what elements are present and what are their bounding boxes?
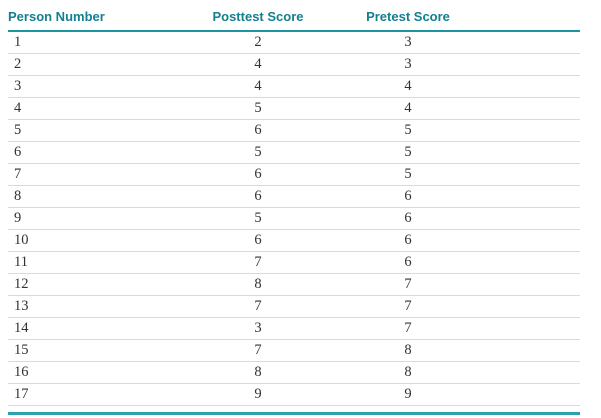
table-row: [8, 186, 580, 208]
person-number-cell: 17: [8, 384, 158, 406]
table-row: [8, 120, 580, 142]
posttest-score-cell: 8: [158, 274, 358, 296]
person-number-cell: 15: [8, 340, 158, 362]
posttest-score-cell: 5: [158, 208, 358, 230]
pretest-score-cell: 6: [358, 208, 458, 230]
filler-cell: [458, 142, 580, 164]
pretest-score-cell: 4: [358, 98, 458, 120]
filler-cell: [458, 76, 580, 98]
posttest-score-cell: 4: [158, 54, 358, 76]
person-number-cell: 6: [8, 142, 158, 164]
table-row: [8, 230, 580, 252]
posttest-score-cell: 8: [158, 362, 358, 384]
posttest-score-cell: 7: [158, 252, 358, 274]
posttest-score-cell: 4: [158, 76, 358, 98]
filler-cell: [458, 208, 580, 230]
table-bottom-rule: [8, 412, 580, 415]
column-header-posttest-score: Posttest Score: [158, 6, 358, 31]
table-row: [8, 362, 580, 384]
filler-cell: [458, 164, 580, 186]
table-row: [8, 274, 580, 296]
pretest-score-cell: 6: [358, 252, 458, 274]
table-body: [8, 31, 580, 406]
posttest-score-cell: 5: [158, 142, 358, 164]
filler-cell: [458, 120, 580, 142]
table-row: [8, 318, 580, 340]
person-number-cell: 4: [8, 98, 158, 120]
pretest-score-cell: 4: [358, 76, 458, 98]
header-row: [8, 6, 580, 31]
table-row: [8, 31, 580, 54]
posttest-score-cell: 6: [158, 230, 358, 252]
filler-cell: [458, 340, 580, 362]
pretest-score-cell: 7: [358, 296, 458, 318]
table-row: [8, 142, 580, 164]
pretest-posttest-table: [8, 6, 580, 406]
filler-cell: [458, 296, 580, 318]
table-header: [8, 6, 580, 31]
pretest-score-cell: 5: [358, 142, 458, 164]
pretest-score-cell: 7: [358, 274, 458, 296]
filler-cell: [458, 31, 580, 54]
filler-cell: [458, 54, 580, 76]
posttest-score-cell: 6: [158, 164, 358, 186]
pretest-score-cell: 6: [358, 230, 458, 252]
filler-cell: [458, 362, 580, 384]
column-header-pretest-score: Pretest Score: [358, 6, 458, 31]
posttest-score-cell: 6: [158, 186, 358, 208]
person-number-cell: 11: [8, 252, 158, 274]
posttest-score-cell: 5: [158, 98, 358, 120]
posttest-score-cell: 2: [158, 31, 358, 54]
pretest-score-cell: 6: [358, 186, 458, 208]
person-number-cell: 9: [8, 208, 158, 230]
posttest-score-cell: 7: [158, 340, 358, 362]
posttest-score-cell: 9: [158, 384, 358, 406]
pretest-score-cell: 9: [358, 384, 458, 406]
pretest-score-cell: 3: [358, 31, 458, 54]
person-number-cell: 14: [8, 318, 158, 340]
table-row: [8, 296, 580, 318]
filler-cell: [458, 274, 580, 296]
pretest-score-cell: 8: [358, 362, 458, 384]
header-filler-cell: [458, 6, 580, 31]
person-number-cell: 3: [8, 76, 158, 98]
table-row: [8, 384, 580, 406]
filler-cell: [458, 186, 580, 208]
pretest-score-cell: 3: [358, 54, 458, 76]
person-number-cell: 7: [8, 164, 158, 186]
person-number-cell: 10: [8, 230, 158, 252]
table-row: [8, 76, 580, 98]
person-number-cell: 16: [8, 362, 158, 384]
pretest-score-cell: 5: [358, 164, 458, 186]
filler-cell: [458, 230, 580, 252]
table-row: [8, 252, 580, 274]
posttest-score-cell: 6: [158, 120, 358, 142]
filler-cell: [458, 98, 580, 120]
posttest-score-cell: 7: [158, 296, 358, 318]
column-header-person-number: Person Number: [8, 6, 158, 31]
table-row: [8, 98, 580, 120]
table-row: [8, 54, 580, 76]
table-row: [8, 340, 580, 362]
pretest-score-cell: 8: [358, 340, 458, 362]
person-number-cell: 13: [8, 296, 158, 318]
person-number-cell: 12: [8, 274, 158, 296]
posttest-score-cell: 3: [158, 318, 358, 340]
person-number-cell: 1: [8, 31, 158, 54]
table-row: [8, 208, 580, 230]
person-number-cell: 2: [8, 54, 158, 76]
filler-cell: [458, 318, 580, 340]
pretest-score-cell: 5: [358, 120, 458, 142]
table-row: [8, 164, 580, 186]
person-number-cell: 8: [8, 186, 158, 208]
filler-cell: [458, 252, 580, 274]
filler-cell: [458, 384, 580, 406]
score-table: [8, 6, 580, 415]
pretest-score-cell: 7: [358, 318, 458, 340]
person-number-cell: 5: [8, 120, 158, 142]
